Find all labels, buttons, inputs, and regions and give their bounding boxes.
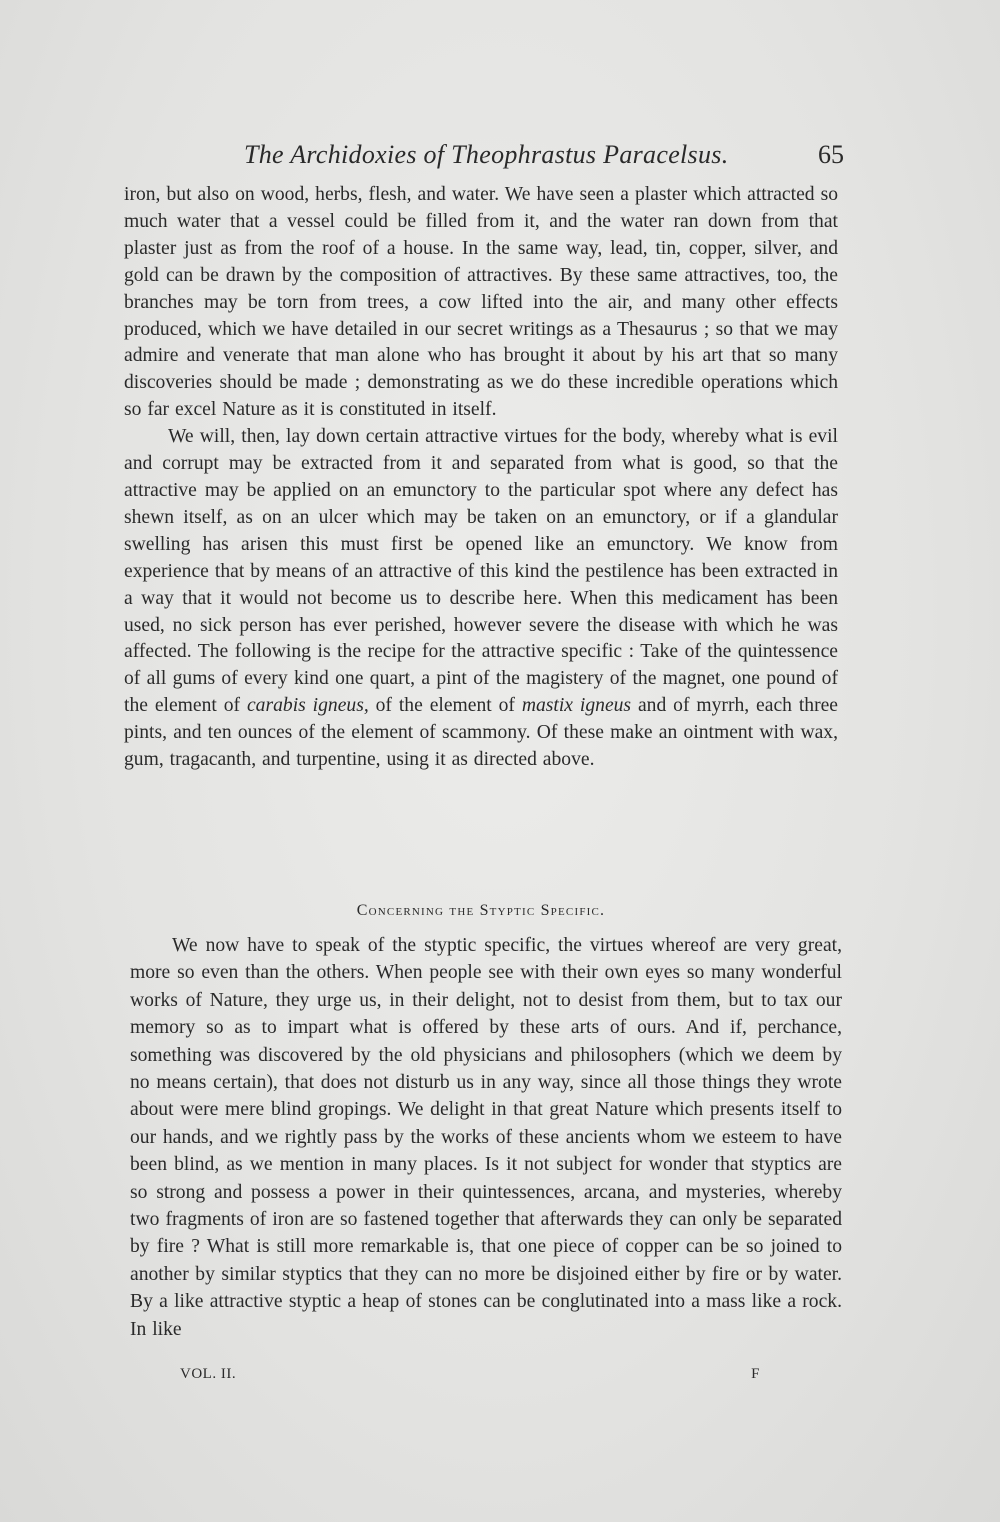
running-title: The Archidoxies of Theophrastus Paracelsus. bbox=[244, 140, 729, 169]
volume-mark: VOL. II. bbox=[180, 1366, 237, 1382]
page-footer bbox=[180, 1366, 760, 1390]
paragraph-2-text: We will, then, lay down certain attractive virtues for the body, whereby what is evil and corrupt may be extracted from it and separated from what is good, so that the attractive may be applied on an emunctory to the particular spot where any defect has shewn itself, as on an ulcer which may be taken on an emunctory, or if a glandular swelling has arisen this must first be opened like an emunctory. We know from experience that by means of an attractive of this kind the pestilence has been extracted in a way that it would not become us to describe here. When this medicament has been used, no sick person has ever perished, however severe the disease with which he was affected. The following is the recipe for the attractive specific : Take of the quintessence of all gums of every kind one quart, a pint of the magistery of the magnet, one pound of the element of bbox=[124, 426, 838, 717]
paragraph-1-text: iron, but also on wood, herbs, flesh, and water. We have seen a plaster which attracted so much water that a vessel could be filled from it, and the water ran down from that plaster just as from the roof of a house. In the same way, lead, tin, copper, silver, and gold can be drawn by the composition of attractives. By these same attractives, too, the branches may be torn from trees, a cow lifted into the air, and many other effects produced, which we have detailed in our secret writings as a Thesaurus ; so that we may admire and venerate that man alone who has brought it about by his art that so many discoveries should be made ; demonstrating as we do these incredible operations which so far excel Nature as it is constituted in itself. bbox=[124, 184, 838, 421]
section-heading: Concerning the Styptic Specific. bbox=[356, 902, 606, 919]
paragraph-3-text: We now have to speak of the styptic specific, the virtues whereof are very great, more so even than the others. When people see with their own eyes so many wonderful works of Nature, they urge us, in their delight, not to desist from them, but to tax our memory so as to impart what is offered by these arts of ours. And if, perchance, something was discovered by the old physicians and philosophers (which we deem by no means certain), that does not disturb us in any way, since all those things they wrote about were mere blind gropings. We delight in that great Nature which presents itself to our hands, and we rightly pass by the works of these ancients whom we esteem to have been blind, as we mention in many places. Is it not subject for wonder that styptics are so strong and possess a power in their quintessences, arcana, and mysteries, whereby two fragments of iron are so fastened together that afterwards they can only be separated by fire ? What is still more remarkable is, that one piece of copper can be so joined to another by similar styptics that they can no more be disjoined either by fire or by water. By a like attractive styptic a heap of stones can be conglutinated into a mass like a rock. In like bbox=[130, 935, 842, 1340]
page-number: 65 bbox=[818, 140, 844, 169]
paragraph-2-text-c: and of myrrh, each three pints, and ten ounces of the element of scammony. Of these make an ointment with wax, gum, tragacanth, and turpentine, using it as directed above. bbox=[124, 695, 839, 771]
paragraph-2-italic-mastix: mastix igneus bbox=[521, 695, 632, 717]
paragraph-3 bbox=[130, 932, 842, 1343]
paragraph-2 bbox=[124, 424, 838, 774]
body-text-bottom bbox=[130, 932, 842, 1343]
paragraph-2-italic-carabis: carabis igneus, bbox=[246, 695, 369, 717]
paragraph-2-text-b: of the element of bbox=[368, 695, 522, 717]
running-head bbox=[124, 140, 844, 176]
paragraph-1 bbox=[124, 182, 838, 424]
signature-mark: F bbox=[751, 1366, 760, 1382]
body-text-top bbox=[124, 182, 838, 774]
